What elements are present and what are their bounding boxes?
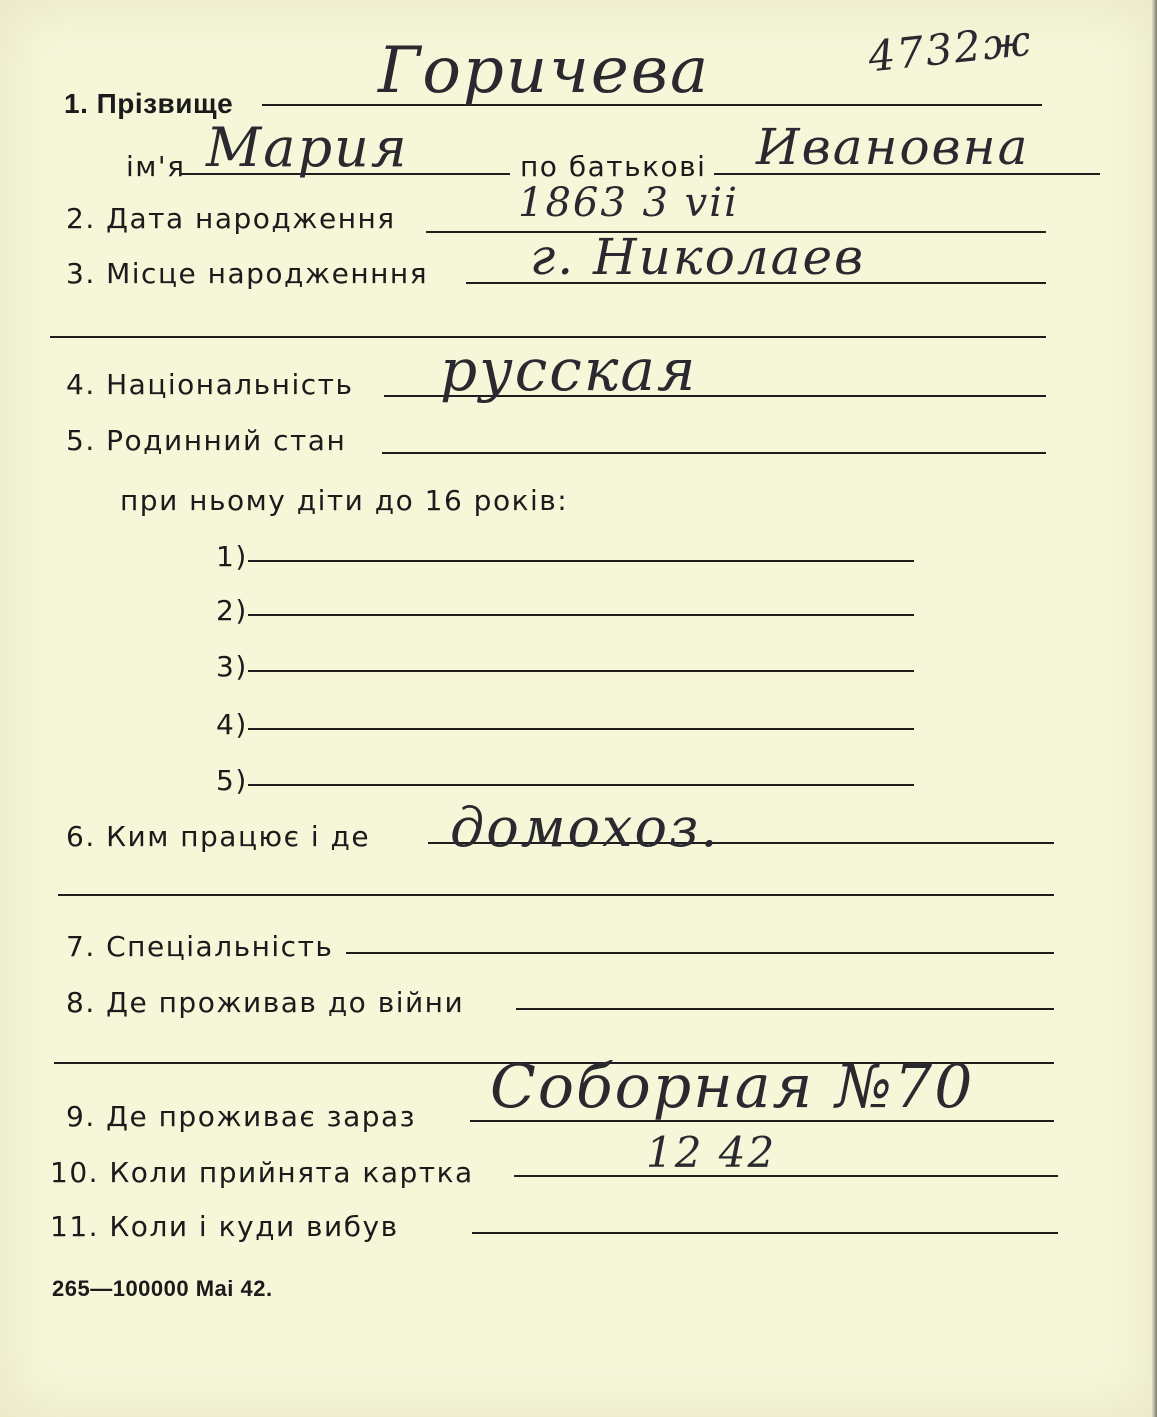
patronymic-handwritten: Ивановна — [756, 118, 1030, 176]
card-accepted-handwritten: 12 42 — [646, 1128, 777, 1177]
print-code: 265—100000 Mai 42. — [52, 1276, 273, 1301]
occupation-label: 6. Ким працює і де — [66, 820, 371, 853]
card-edge-shadow — [1151, 0, 1157, 1417]
surname-label: 1. Прізвище — [64, 88, 234, 119]
children-label: при ньому діти до 16 років: — [120, 484, 569, 517]
prewar-residence-line — [516, 1008, 1054, 1010]
card-number-handwritten: 4732ж — [865, 15, 1035, 82]
birth-place-handwritten: г. Николаев — [530, 228, 866, 286]
child-5-label: 5) — [216, 764, 248, 797]
name-handwritten: Мария — [206, 116, 409, 179]
marital-status-label: 5. Родинний стан — [66, 424, 347, 457]
nationality-handwritten: русская — [440, 336, 698, 404]
marital-status-line — [382, 452, 1046, 454]
child-4-line — [248, 728, 914, 730]
departed-label: 11. Коли і куди вибув — [50, 1210, 399, 1243]
child-3-line — [248, 670, 914, 672]
departed-line — [472, 1232, 1058, 1234]
child-1-label: 1) — [216, 540, 248, 573]
name-label: ім'я — [126, 150, 186, 183]
prewar-residence-label: 8. Де проживав до війни — [66, 986, 465, 1019]
child-2-line — [248, 614, 914, 616]
patronymic-label: по батькові — [520, 150, 707, 183]
birth-date-handwritten: 1863 3 vii — [518, 180, 739, 226]
child-1-line — [248, 560, 914, 562]
child-4-label: 4) — [216, 708, 248, 741]
card-accepted-label: 10. Коли прийнята картка — [50, 1156, 474, 1189]
specialty-label: 7. Спеціальність — [66, 930, 334, 963]
child-3-label: 3) — [216, 650, 248, 683]
child-2-label: 2) — [216, 594, 248, 627]
current-residence-label: 9. Де проживає зараз — [66, 1100, 417, 1133]
child-5-line — [248, 784, 914, 786]
birth-place-label: 3. Місце народженння — [66, 257, 429, 290]
surname-handwritten: Горичева — [378, 34, 711, 108]
current-residence-handwritten: Соборная №70 — [490, 1052, 975, 1122]
birth-date-label: 2. Дата народження — [66, 202, 396, 235]
occupation-handwritten: домохоз. — [450, 796, 720, 859]
card-accepted-line — [514, 1175, 1058, 1177]
nationality-label: 4. Національність — [66, 368, 354, 401]
occupation-extra-line — [58, 894, 1054, 896]
specialty-line — [346, 952, 1054, 954]
